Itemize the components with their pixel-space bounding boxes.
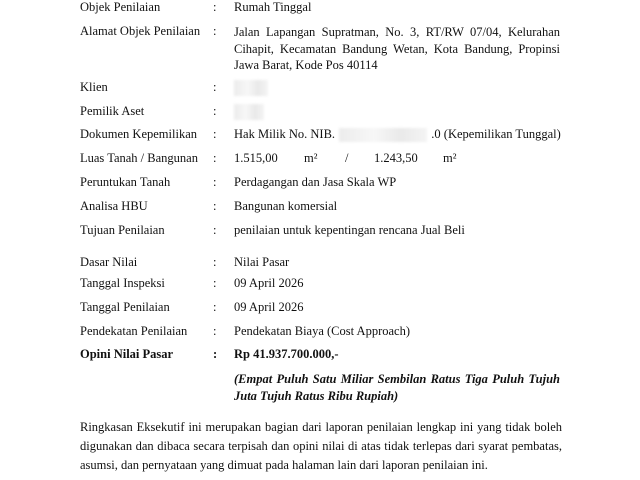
redaction-block (234, 104, 264, 120)
field-colon: : (213, 300, 217, 314)
field-value: Pendekatan Biaya (Cost Approach) (234, 324, 410, 338)
field-label: Tujuan Penilaian (80, 223, 165, 237)
field-label: Luas Tanah / Bangunan (80, 151, 198, 165)
field-colon: : (213, 223, 217, 237)
field-colon: : (213, 255, 217, 269)
building-area-unit: m² (443, 151, 457, 165)
field-value: Bangunan komersial (234, 199, 338, 213)
field-colon: : (213, 347, 218, 361)
field-value (234, 127, 561, 142)
field-colon: : (213, 276, 217, 290)
field-label: Opini Nilai Pasar (80, 347, 174, 361)
field-colon: : (213, 199, 217, 213)
field-label: Peruntukan Tanah (80, 175, 171, 189)
field-value: Jalan Lapangan Supratman, No. 3, RT/RW 07/04, Kelurahan Cihapit, Kecamatan Bandung Wetan, Kota Bandung, Propinsi Jawa Barat, Kode Pos 40114 (234, 25, 560, 72)
certificate-prefix: Hak Milik No. NIB. (234, 127, 336, 141)
field-colon: : (213, 24, 217, 38)
field-value: Rumah Tinggal (234, 0, 312, 14)
executive-summary-note: Ringkasan Eksekutif ini merupakan bagian dari laporan penilaian lengkap ini yang tidak boleh digunakan dan dibaca secara terpisah dan opini nilai di atas tidak terlepas dari syarat pembatas, asumsi, dan pernyataan yang dimuat pada halaman lain dari laporan penilaian ini. (80, 420, 562, 472)
market-value-amount: Rp 41.937.700.000,- (234, 347, 339, 361)
field-colon: : (213, 80, 217, 94)
field-label: Tanggal Penilaian (80, 300, 170, 314)
field-colon: : (213, 324, 217, 338)
building-area: 1.243,50 (374, 151, 418, 165)
field-value-redacted (234, 104, 264, 120)
field-value: 09 April 2026 (234, 276, 304, 290)
field-label: Analisa HBU (80, 199, 148, 213)
field-value-redacted (234, 80, 268, 96)
field-label: Alamat Objek Penilaian (80, 24, 201, 38)
field-colon: : (213, 151, 217, 165)
field-label: Objek Penilaian (80, 0, 161, 14)
field-colon: : (213, 175, 217, 189)
field-colon: : (213, 104, 217, 118)
field-value: Perdagangan dan Jasa Skala WP (234, 175, 397, 189)
field-label: Pemilik Aset (80, 104, 145, 118)
land-area-unit: m² (304, 151, 318, 165)
field-value: 09 April 2026 (234, 300, 304, 314)
field-label: Tanggal Inspeksi (80, 276, 165, 290)
field-label: Klien (80, 80, 108, 94)
redaction-block (339, 128, 427, 142)
land-area: 1.515,00 (234, 151, 278, 165)
certificate-suffix: .0 (Kepemilikan Tunggal) (431, 127, 561, 141)
field-value: Nilai Pasar (234, 255, 290, 269)
redaction-block (234, 80, 268, 96)
field-label: Dasar Nilai (80, 255, 138, 269)
field-label: Dokumen Kepemilikan (80, 127, 197, 141)
area-separator: / (345, 151, 349, 165)
field-colon: : (213, 127, 217, 141)
field-value: penilaian untuk kepentingan rencana Jual Beli (234, 223, 465, 237)
field-label: Pendekatan Penilaian (80, 324, 188, 338)
market-value-in-words: (Empat Puluh Satu Miliar Sembilan Ratus Tiga Puluh Tujuh Juta Tujuh Ratus Ribu Rupiah) (234, 372, 560, 403)
field-colon: : (213, 0, 217, 14)
